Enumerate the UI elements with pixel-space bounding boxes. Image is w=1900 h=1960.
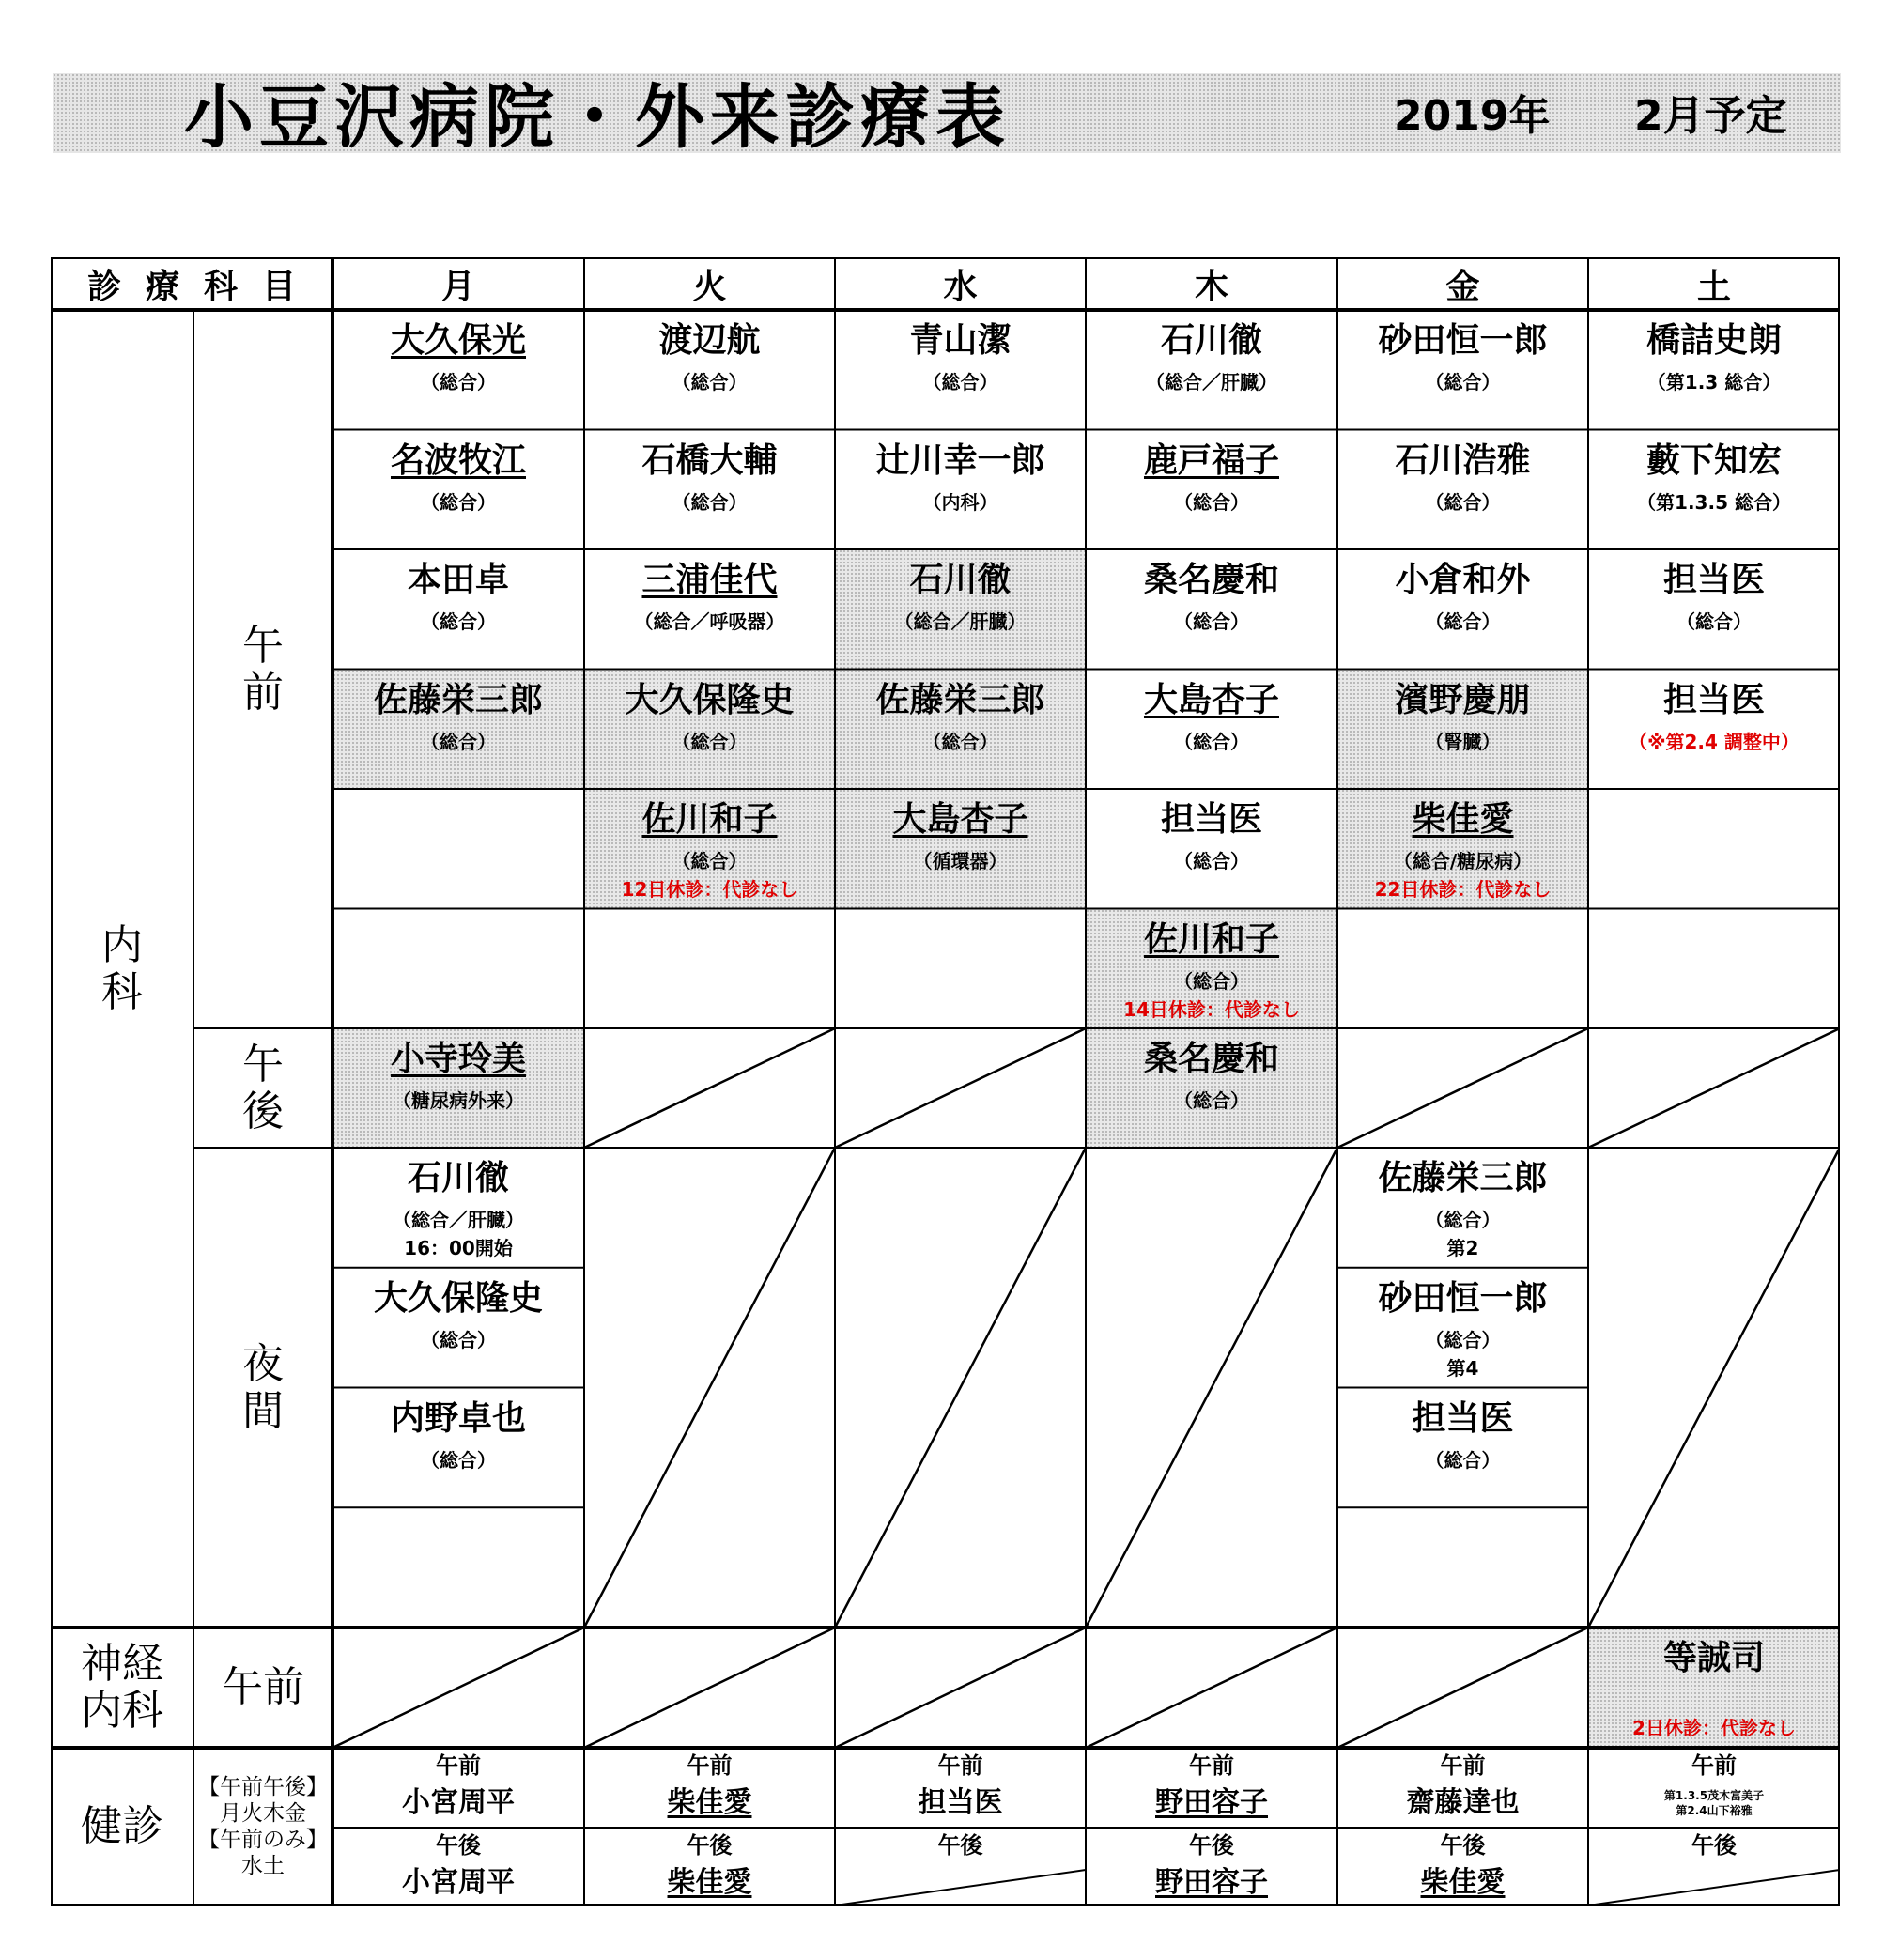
checkup-am-slot-thu: [1086, 1748, 1337, 1828]
am-sat-3-specialty: （総合）: [1676, 610, 1752, 633]
am-slot-thu-1: [1086, 310, 1337, 430]
day-header-tue-label: 火: [692, 267, 727, 306]
evening-mon-2-specialty: （総合）: [421, 1328, 496, 1351]
am-fri-3-specialty: （総合）: [1425, 610, 1501, 633]
am-sat-4-doctor-name: [1588, 679, 1840, 722]
evening-fri-3-specialty: （総合）: [1425, 1448, 1501, 1472]
day-header-sat: [1588, 257, 1840, 310]
am-fri-3-doctor-name-text: 小倉和外: [1395, 561, 1531, 599]
am-slot-thu-2: [1086, 430, 1337, 550]
checkup-pm-slot-wed: [835, 1828, 1086, 1906]
checkup-pm-slot-mon: [332, 1828, 584, 1906]
am-tue-4-doctor-name-text: 大久保隆史: [625, 680, 795, 719]
am-thu-2-doctor-name-text: 鹿戸福子: [1143, 440, 1279, 480]
evening-closed-slash-thu: [1086, 1148, 1337, 1628]
am-slot-sat-1: [1588, 310, 1840, 430]
pm-mon-doctor-name-text: 小寺玲美: [390, 1040, 526, 1078]
evening-fri-3-doctor-name-text: 担当医: [1412, 1398, 1514, 1438]
checkup-am-doctor-tue: [584, 1785, 835, 1821]
checkup-pm-slot-sat: [1588, 1828, 1840, 1906]
am-slot-thu-3: [1086, 549, 1337, 670]
evening-slot-mon-2: [332, 1268, 584, 1388]
pm-slot-tue: [584, 1028, 835, 1148]
afternoon-label: 午 後: [242, 1040, 284, 1135]
am-slot-sat-6: [1588, 909, 1840, 1029]
am-mon-4-doctor-name-text: 佐藤栄三郎: [373, 680, 543, 719]
checkup-am-doctor-wed-text: 担当医: [918, 1786, 1003, 1819]
am-fri-4-doctor-name-text: 濱野慶朋: [1395, 680, 1531, 719]
am-fri-1-doctor-name-text: 砂田恒一郎: [1378, 321, 1548, 360]
am-slot-tue-6: [584, 909, 835, 1029]
am-fri-5-doctor-name-text: 柴佳愛: [1412, 800, 1514, 839]
checkup-am-doctor-fri-text: 齋藤達也: [1406, 1786, 1520, 1819]
am-wed-4-doctor-name: [835, 679, 1086, 722]
am-thu-3-doctor-name: [1086, 559, 1337, 602]
am-slot-fri-4: [1337, 670, 1588, 790]
am-tue-3-doctor-name-text: 三浦佳代: [641, 561, 778, 599]
checkup-am-slot-sat: [1588, 1748, 1840, 1828]
am-tue-1-doctor-name: [584, 319, 835, 363]
checkup-pm-label-tue: 午後: [687, 1832, 733, 1859]
am-mon-3-doctor-name: [332, 559, 584, 602]
am-slot-mon-2: [332, 430, 584, 550]
evening-fri-2-doctor-name-text: 砂田恒一郎: [1378, 1278, 1548, 1318]
day-header-fri: [1337, 257, 1588, 310]
neuro-closed-slash-tue: [584, 1628, 835, 1748]
checkup-am-label-fri: 午前: [1440, 1752, 1486, 1779]
am-thu-4-specialty: （総合）: [1174, 730, 1249, 753]
am-slot-sat-5: [1588, 789, 1840, 909]
pm-slot-mon: [332, 1028, 584, 1148]
am-fri-3-doctor-name: [1337, 559, 1588, 602]
evening-mon-1-specialty: （総合／肝臓）: [393, 1209, 524, 1231]
am-tue-2-doctor-name-text: 石橋大輔: [641, 440, 778, 480]
subject-header: [51, 257, 332, 310]
am-sat-4-doctor-name-text: 担当医: [1662, 680, 1765, 719]
am-fri-2-doctor-name-text: 石川浩雅: [1395, 440, 1531, 480]
am-wed-2-doctor-name-text: 辻川幸一郎: [875, 440, 1045, 480]
am-mon-1-specialty: （総合）: [421, 371, 496, 394]
am-tue-1-doctor-name-text: 渡辺航: [658, 321, 761, 360]
am-slot-tue-2: [584, 430, 835, 550]
checkup-pm-label-mon: 午後: [436, 1832, 481, 1859]
am-fri-1-doctor-name: [1337, 319, 1588, 363]
evening-slot-fri-1: [1337, 1148, 1588, 1268]
am-slot-wed-3: [835, 549, 1086, 670]
am-slot-wed-5: [835, 789, 1086, 909]
am-thu-3-specialty: （総合）: [1174, 610, 1249, 633]
evening-fri-1-doctor-name-text: 佐藤栄三郎: [1378, 1159, 1548, 1197]
evening-mon-2-doctor-name-text: 大久保隆史: [373, 1278, 543, 1318]
am-wed-4-specialty: （総合）: [922, 730, 998, 753]
am-sat-2-doctor-name-text: 藪下知宏: [1645, 440, 1782, 480]
am-slot-wed-1: [835, 310, 1086, 430]
am-slot-sat-3: [1588, 549, 1840, 670]
am-thu-4-doctor-name-text: 大島杏子: [1143, 680, 1279, 719]
am-thu-5-doctor-name-text: 担当医: [1160, 800, 1262, 839]
am-tue-5-notice: 12日休診：代診なし: [621, 878, 798, 901]
am-slot-thu-4: [1086, 670, 1337, 790]
am-wed-5-doctor-name-text: 大島杏子: [892, 800, 1028, 839]
checkup-pm-doctor-thu-text: 野田容子: [1155, 1866, 1268, 1899]
checkup-pm-label-thu: 午後: [1189, 1832, 1234, 1859]
checkup-pm-doctor-mon: [332, 1865, 584, 1901]
am-slot-tue-3: [584, 549, 835, 670]
am-slot-tue-5: [584, 789, 835, 909]
am-thu-6-specialty: （総合）: [1174, 969, 1249, 993]
neuro-closed-slash-wed: [835, 1628, 1086, 1748]
day-header-sat-label: 土: [1696, 267, 1731, 306]
neuro-closed-slash-mon: [332, 1628, 584, 1748]
checkup-am-doctor-tue-text: 柴佳愛: [667, 1786, 752, 1819]
am-fri-5-notice: 22日休診：代診なし: [1374, 878, 1552, 901]
am-slot-wed-4: [835, 670, 1086, 790]
evening-closed-slash-tue: [584, 1148, 835, 1628]
am-fri-2-specialty: （総合）: [1425, 490, 1501, 514]
pm-thu-doctor-name-text: 桑名慶和: [1143, 1040, 1279, 1078]
am-slot-tue-4: [584, 670, 835, 790]
checkup-am-doctor-mon: [332, 1785, 584, 1821]
am-sat-1-doctor-name: [1588, 319, 1840, 363]
am-mon-2-doctor-name: [332, 440, 584, 483]
am-mon-1-doctor-name-text: 大久保光: [390, 321, 526, 360]
am-thu-5-specialty: （総合）: [1174, 850, 1249, 872]
am-slot-sat-2: [1588, 430, 1840, 550]
am-sat-3-doctor-name: [1588, 559, 1840, 602]
checkup-pm-doctor-tue: [584, 1865, 835, 1901]
checkup-am-label-tue: 午前: [687, 1752, 733, 1779]
am-wed-5-doctor-name: [835, 798, 1086, 841]
evening-fri-2-doctor-name: [1337, 1277, 1588, 1320]
am-thu-3-doctor-name-text: 桑名慶和: [1143, 561, 1279, 599]
am-thu-6-doctor-name-text: 佐川和子: [1143, 919, 1279, 959]
evening-mon-1-extra-info: 16：00開始: [404, 1237, 513, 1259]
evening-mon-1-doctor-name: [332, 1157, 584, 1200]
checkup-schedule: [193, 1748, 332, 1906]
evening-fri-1-doctor-name: [1337, 1157, 1588, 1200]
schedule-month: 2月予定: [1634, 92, 1787, 140]
am-slot-fri-1: [1337, 310, 1588, 430]
checkup-am-doctor-mon-text: 小宮周平: [402, 1786, 515, 1819]
am-slot-wed-2: [835, 430, 1086, 550]
checkup-pm-label-wed: 午後: [937, 1832, 983, 1859]
am-slot-fri-6: [1337, 909, 1588, 1029]
am-tue-3-specialty: （総合／呼吸器）: [634, 610, 785, 633]
am-tue-5-doctor-name-text: 佐川和子: [641, 800, 778, 839]
neuro-closed-slash-fri: [1337, 1628, 1588, 1748]
am-wed-4-doctor-name-text: 佐藤栄三郎: [875, 680, 1045, 719]
checkup-am-slot-fri: [1337, 1748, 1588, 1828]
am-tue-5-specialty: （総合）: [672, 850, 748, 872]
am-fri-2-doctor-name: [1337, 440, 1588, 483]
neuro-sat-notice: 2日休診：代診なし: [1632, 1717, 1796, 1739]
checkup-pm-doctor-fri: [1337, 1865, 1588, 1901]
day-header-thu: [1086, 257, 1337, 310]
checkup-am-doctor-thu-text: 野田容子: [1155, 1786, 1268, 1819]
checkup-am-doctor-wed: [835, 1785, 1086, 1821]
checkup-am-label-thu: 午前: [1189, 1752, 1234, 1779]
checkup-am-slot-mon: [332, 1748, 584, 1828]
evening-slot-mon-4: [332, 1507, 584, 1628]
checkup-pm-label-fri: 午後: [1440, 1832, 1486, 1859]
am-mon-4-doctor-name: [332, 679, 584, 722]
checkup-schedule-text: 【午前午後】 月火木金 【午前のみ】 水土: [198, 1775, 328, 1878]
day-header-thu-label: 木: [1194, 267, 1228, 306]
am-tue-4-doctor-name: [584, 679, 835, 722]
am-sat-3-doctor-name-text: 担当医: [1662, 561, 1765, 599]
am-slot-tue-1: [584, 310, 835, 430]
am-mon-2-doctor-name-text: 名波牧江: [390, 440, 526, 480]
evening-fri-3-doctor-name: [1337, 1397, 1588, 1441]
checkup-pm-doctor-thu: [1086, 1865, 1337, 1901]
am-slot-thu-6: [1086, 909, 1337, 1029]
am-thu-1-specialty: （総合／肝臓）: [1146, 371, 1277, 394]
am-mon-4-specialty: （総合）: [421, 730, 496, 753]
am-slot-thu-5: [1086, 789, 1337, 909]
am-mon-3-doctor-name-text: 本田卓: [407, 561, 509, 599]
am-tue-1-specialty: （総合）: [672, 371, 748, 394]
internal-medicine-label: 内 科: [101, 920, 143, 1016]
am-fri-5-doctor-name: [1337, 798, 1588, 841]
checkup-label: 健診: [81, 1802, 163, 1850]
am-fri-5-specialty: （総合/糖尿病）: [1393, 850, 1533, 872]
am-thu-1-doctor-name: [1086, 319, 1337, 363]
am-sat-1-doctor-name-text: 橋詰史朗: [1645, 321, 1782, 360]
am-wed-1-doctor-name-text: 青山潔: [909, 321, 1012, 360]
am-thu-6-notice: 14日休診：代診なし: [1123, 997, 1300, 1021]
checkup-am-slot-wed: [835, 1748, 1086, 1828]
checkup-am-sat-line-1: 第1.3.5茂木富美子: [1663, 1789, 1765, 1802]
am-slot-sat-4: [1588, 670, 1840, 790]
am-fri-1-specialty: （総合）: [1425, 371, 1501, 394]
am-mon-3-specialty: （総合）: [421, 610, 496, 633]
evening-mon-3-doctor-name: [332, 1397, 584, 1441]
checkup-pm-slot-thu: [1086, 1828, 1337, 1906]
am-wed-3-doctor-name-text: 石川徹: [909, 561, 1012, 599]
day-header-fri-label: 金: [1445, 267, 1480, 306]
am-thu-1-doctor-name-text: 石川徹: [1160, 321, 1262, 360]
evening-mon-3-specialty: （総合）: [421, 1448, 496, 1472]
am-sat-2-doctor-name: [1588, 440, 1840, 483]
neurology-label: 神経 内科: [81, 1640, 163, 1735]
am-thu-2-specialty: （総合）: [1174, 490, 1249, 514]
neuro-closed-slash-thu: [1086, 1628, 1337, 1748]
checkup-pm-doctor-tue-text: 柴佳愛: [667, 1866, 752, 1899]
am-wed-1-specialty: （総合）: [922, 371, 998, 394]
am-thu-2-doctor-name: [1086, 440, 1337, 483]
pm-thu-specialty: （総合）: [1174, 1089, 1249, 1112]
pm-mon-specialty: （糖尿病外来）: [393, 1089, 524, 1112]
checkup-pm-label-sat: 午後: [1691, 1832, 1737, 1859]
am-mon-1-doctor-name: [332, 319, 584, 363]
subject-header-label: 診療科目: [86, 267, 320, 306]
day-header-mon: [332, 257, 584, 310]
am-slot-mon-1: [332, 310, 584, 430]
evening-label: 夜 間: [242, 1339, 284, 1435]
am-slot-mon-6: [332, 909, 584, 1029]
pm-slot-wed: [835, 1028, 1086, 1148]
checkup-am-sat-line-2: 第2.4山下裕雅: [1676, 1804, 1753, 1817]
checkup-am-doctor-fri: [1337, 1785, 1588, 1821]
am-wed-3-doctor-name: [835, 559, 1086, 602]
am-wed-2-doctor-name: [835, 440, 1086, 483]
am-wed-5-specialty: （循環器）: [913, 850, 1008, 872]
day-header-wed: [835, 257, 1086, 310]
evening-slot-mon-1: [332, 1148, 584, 1268]
pm-thu-doctor-name: [1086, 1038, 1337, 1081]
evening-fri-2-specialty: （総合）: [1425, 1328, 1501, 1351]
day-header-wed-label: 水: [943, 267, 978, 306]
am-fri-4-doctor-name: [1337, 679, 1588, 722]
pm-slot-fri: [1337, 1028, 1588, 1148]
am-slot-mon-3: [332, 549, 584, 670]
checkup-am-label-sat: 午前: [1691, 1752, 1737, 1779]
am-thu-4-doctor-name: [1086, 679, 1337, 722]
neuro-sat-doctor-name: [1588, 1637, 1840, 1680]
evening-slot-mon-3: [332, 1388, 584, 1508]
day-header-tue: [584, 257, 835, 310]
evening-mon-2-doctor-name: [332, 1277, 584, 1320]
neurology-period-label: 午前: [222, 1663, 304, 1711]
evening-mon-1-doctor-name-text: 石川徹: [407, 1159, 509, 1197]
day-header-mon-label: 月: [440, 267, 475, 306]
am-slot-mon-5: [332, 789, 584, 909]
am-tue-2-specialty: （総合）: [672, 490, 748, 514]
evening-closed-slash-sat: [1588, 1148, 1840, 1628]
am-sat-2-specialty: （第1.3.5 総合）: [1637, 490, 1791, 514]
am-slot-mon-4: [332, 670, 584, 790]
checkup-am-label-wed: 午前: [937, 1752, 983, 1779]
am-tue-3-doctor-name: [584, 559, 835, 602]
am-slot-fri-2: [1337, 430, 1588, 550]
am-wed-2-specialty: （内科）: [922, 490, 998, 514]
am-slot-wed-6: [835, 909, 1086, 1029]
am-fri-4-specialty: （腎臓）: [1425, 730, 1501, 753]
checkup-am-label-mon: 午前: [436, 1752, 481, 1779]
morning-label: 午 前: [242, 621, 284, 717]
am-wed-3-specialty: （総合／肝臓）: [894, 610, 1027, 633]
page-title: 小豆沢病院・外来診療表: [184, 77, 1011, 158]
checkup-pm-slot-tue: [584, 1828, 835, 1906]
evening-fri-2-extra-info: 第4: [1446, 1356, 1479, 1380]
am-thu-6-doctor-name: [1086, 918, 1337, 962]
am-sat-1-specialty: （第1.3 総合）: [1646, 371, 1782, 394]
am-wed-1-doctor-name: [835, 319, 1086, 363]
evening-closed-slash-wed: [835, 1148, 1086, 1628]
checkup-am-doctor-thu: [1086, 1785, 1337, 1821]
checkup-pm-doctor-mon-text: 小宮周平: [402, 1866, 515, 1899]
pm-slot-sat: [1588, 1028, 1840, 1148]
evening-mon-3-doctor-name-text: 内野卓也: [390, 1398, 526, 1438]
evening-fri-1-extra-info: 第2: [1446, 1237, 1479, 1259]
evening-slot-fri-4: [1337, 1507, 1588, 1628]
am-thu-5-doctor-name: [1086, 798, 1337, 841]
checkup-am-slot-tue: [584, 1748, 835, 1828]
schedule-table: [51, 257, 1840, 1906]
checkup-pm-doctor-fri-text: 柴佳愛: [1420, 1866, 1506, 1899]
am-tue-4-specialty: （総合）: [672, 730, 748, 753]
am-slot-fri-5: [1337, 789, 1588, 909]
pm-mon-doctor-name: [332, 1038, 584, 1081]
evening-slot-fri-3: [1337, 1388, 1588, 1508]
evening-slot-fri-2: [1337, 1268, 1588, 1388]
neuro-slot-sat: [1588, 1628, 1840, 1748]
pm-slot-thu: [1086, 1028, 1337, 1148]
am-mon-2-specialty: （総合）: [421, 490, 496, 514]
am-tue-2-doctor-name: [584, 440, 835, 483]
am-tue-5-doctor-name: [584, 798, 835, 841]
am-slot-fri-3: [1337, 549, 1588, 670]
am-sat-4-notice: （※第2.4 調整中）: [1629, 730, 1800, 753]
checkup-pm-slot-fri: [1337, 1828, 1588, 1906]
evening-fri-1-specialty: （総合）: [1425, 1209, 1501, 1231]
neuro-sat-doctor-name-text: 等誠司: [1662, 1639, 1765, 1677]
schedule-year: 2019年: [1394, 92, 1551, 140]
